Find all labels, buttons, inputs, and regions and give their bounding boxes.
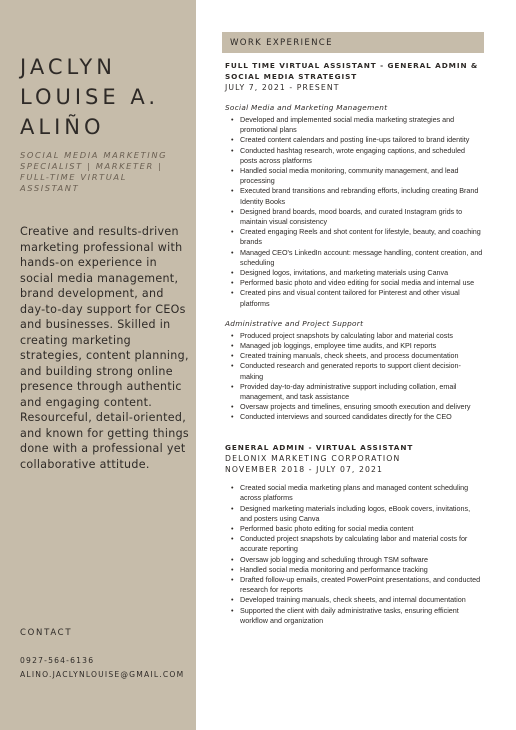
list-item: • Conducted research and generated reports to support client decision-making	[240, 361, 484, 381]
professional-tagline: SOCIAL MEDIA MARKETING SPECIALIST | MARKETER | FULL-TIME VIRTUAL ASSISTANT	[20, 150, 168, 193]
name-line-2: LOUISE A.	[20, 85, 159, 109]
list-item: • Developed and implemented social media marketing strategies and promotional plans	[240, 115, 484, 135]
job-1-dates: JULY 7, 2021 - PRESENT	[225, 83, 340, 92]
list-item: • Handled social media monitoring and performance tracking	[240, 565, 484, 575]
list-item: • Drafted follow-up emails, created PowerPoint presentations, and conducted research for reports	[240, 575, 484, 595]
job-2-title: GENERAL ADMIN - VIRTUAL ASSISTANT	[225, 442, 414, 452]
job-1-admin-list	[222, 331, 484, 423]
list-item: • Performed basic photo editing for social media content	[240, 524, 484, 534]
job-1-subheading-social: Social Media and Marketing Management	[225, 103, 388, 112]
list-item: • Supported the client with daily administrative tasks, ensuring efficient workflow and organization	[240, 606, 484, 626]
phone-number: 0927-564-6136	[20, 656, 95, 665]
job-1-title: FULL TIME VIRTUAL ASSISTANT - GENERAL ADMIN & SOCIAL MEDIA STRATEGIST	[225, 61, 479, 81]
list-item: • Designed brand boards, mood boards, and curated Instagram grids to maintain visual consistency	[240, 207, 484, 227]
list-item: • Executed brand transitions and rebranding efforts, including creating Brand Identity Books	[240, 186, 484, 206]
list-item: • Developed training manuals, check sheets, and internal documentation	[240, 595, 484, 605]
work-experience-heading: WORK EXPERIENCE	[222, 32, 484, 53]
list-item: • Conducted project snapshots by calculating labor and material costs for accurate reporting	[240, 534, 484, 554]
email-address: ALINO.JACLYNLOUISE@GMAIL.COM	[20, 670, 185, 679]
contact-heading: CONTACT	[20, 628, 73, 638]
list-item: • Created pins and visual content tailored for Pinterest and other visual platforms	[240, 288, 484, 308]
job-entry-1	[222, 61, 484, 423]
list-item: • Created training manuals, check sheets, and process documentation	[240, 351, 484, 361]
list-item: • Handled social media monitoring, community management, and lead processing	[240, 166, 484, 186]
job-2-company: DELONIX MARKETING CORPORATION	[225, 454, 401, 464]
job-1-social-list	[222, 115, 484, 309]
sidebar	[0, 0, 196, 730]
list-item: • Produced project snapshots by calculating labor and material costs	[240, 331, 484, 341]
list-item: • Designed logos, invitations, and marketing materials using Canva	[240, 268, 484, 278]
list-item: • Created social media marketing plans and managed content scheduling across platforms	[240, 483, 484, 503]
name-line-3: ALIÑO	[20, 115, 105, 139]
job-1-subheading-admin: Administrative and Project Support	[225, 318, 364, 328]
candidate-name	[20, 52, 190, 142]
list-item: • Created content calendars and posting line-ups tailored to brand identity	[240, 135, 484, 145]
list-item: • Provided day-to-day administrative support including collation, email management, and task assistance	[240, 382, 484, 402]
list-item: • Created engaging Reels and shot content for lifestyle, beauty, and coaching brands	[240, 227, 484, 247]
list-item: • Oversaw job logging and scheduling through TSM software	[240, 555, 484, 565]
list-item: • Managed CEO's LinkedIn account: message handling, content creation, and scheduling	[240, 248, 484, 268]
profile-summary: Creative and results-driven marketing professional with hands-on experience in social media management, brand development, and day-to-day support for CEOs and businesses. Skilled in creating marketing strategies, content planning, and building strong online presence through authentic and engaging content. Resourceful, detail-oriented, and known for getting things done with a professional yet collaborative attitude.	[20, 225, 190, 471]
list-item: • Conducted hashtag research, wrote engaging captions, and scheduled posts across platforms	[240, 146, 484, 166]
name-line-1: JACLYN	[20, 55, 116, 79]
list-item: • Conducted interviews and sourced candidates directly for the CEO	[240, 412, 484, 422]
job-2-dates: NOVEMBER 2018 - JULY 07, 2021	[225, 465, 383, 475]
list-item: • Performed basic photo and video editing for social media and internal use	[240, 278, 484, 288]
list-item: • Managed job loggings, employee time audits, and KPI reports	[240, 341, 484, 351]
list-item: • Designed marketing materials including logos, eBook covers, invitations, and posters using Canva	[240, 504, 484, 524]
main-content	[222, 32, 484, 626]
list-item: • Oversaw projects and timelines, ensuring smooth execution and delivery	[240, 402, 484, 412]
job-2-list	[222, 483, 484, 626]
job-entry-2	[222, 443, 484, 626]
